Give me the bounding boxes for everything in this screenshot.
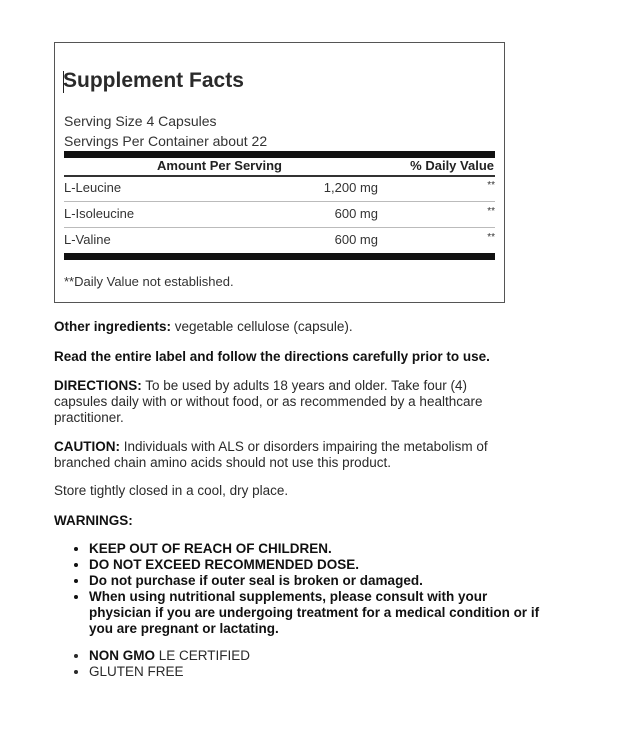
other-ingredients-label: Other ingredients: [54,319,172,334]
facts-title: Supplement Facts [63,69,244,92]
caution [54,439,509,471]
certifications-list [54,648,559,680]
ingredient-name: L-Isoleucine [64,206,135,221]
list-item: • DO NOT EXCEED RECOMMENDED DOSE. [89,557,549,573]
servings-per-container: Servings Per Container about 22 [64,133,268,149]
list-item: • When using nutritional supplements, please consult with your physician if you are undergoing treatment for a medical condition or if you are pregnant or lactating. [89,589,549,637]
list-item-gluten-free: • GLUTEN FREE [89,664,559,680]
ingredient-dv: ** [487,206,495,217]
read-label-notice: Read the entire label and follow the directions carefully prior to use. [54,349,490,364]
ingredient-dv: ** [487,180,495,191]
directions-text: To be used by adults 18 years and older. Take four (4) capsules daily with or without food, or as recommended by a healthcare practitioner. [54,378,483,425]
list-item: • Do not purchase if outer seal is broken or damaged. [89,573,549,589]
ingredient-name: L-Leucine [64,180,122,195]
ingredient-amount: 1,200 mg [323,180,378,195]
directions [54,378,509,426]
ingredient-dv: ** [487,232,495,243]
header-amount: Amount Per Serving [157,158,282,173]
ingredient-amount: 600 mg [334,232,378,247]
footnote: **Daily Value not established. [64,274,234,289]
table-row [64,176,495,200]
header-daily-value: % Daily Value [410,158,494,173]
caution-label: CAUTION: [54,439,120,454]
thick-divider-bottom [64,253,495,260]
ingredient-name: L-Valine [64,232,111,247]
list-item: • KEEP OUT OF REACH OF CHILDREN. [89,541,549,557]
warnings-heading: WARNINGS: [54,513,133,528]
directions-label: DIRECTIONS: [54,378,142,393]
caution-text: Individuals with ALS or disorders impairing the metabolism of branched chain amino acids should not use this product. [54,439,488,470]
supplement-facts-panel [54,42,505,303]
table-row [64,202,495,226]
thick-divider-top [64,151,495,158]
other-ingredients-text: vegetable cellulose (capsule). [171,319,353,334]
storage-instructions: Store tightly closed in a cool, dry place. [54,483,289,498]
warnings-list [54,541,549,637]
serving-size: Serving Size 4 Capsules [64,113,217,129]
other-ingredients [54,319,514,335]
non-gmo-certifier: LE CERTIFIED [155,648,251,663]
ingredient-amount: 600 mg [334,206,378,221]
list-item-non-gmo [89,648,559,664]
table-row [64,228,495,252]
non-gmo-label: NON GMO [89,648,155,663]
